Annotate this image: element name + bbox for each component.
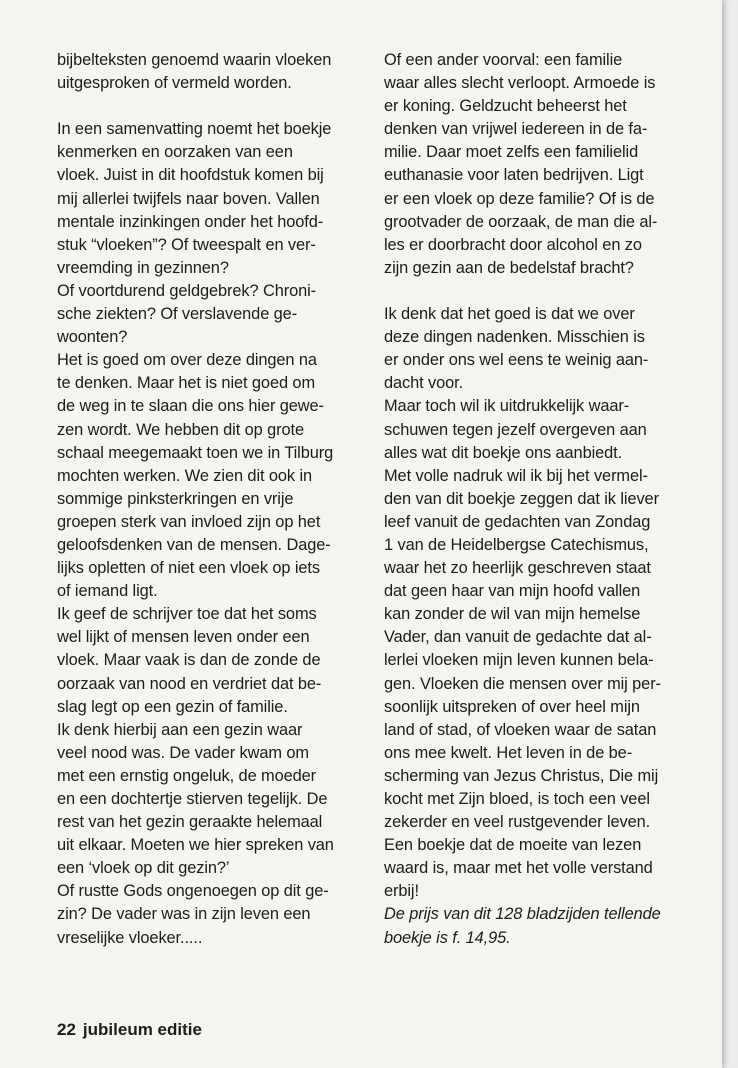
text-line: zijn gezin aan de bedelstaf bracht? (384, 258, 634, 277)
right-text-column (384, 49, 704, 950)
text-line: scherming van Jezus Christus, Die mij (384, 766, 659, 785)
paragraph-gap (57, 95, 369, 118)
text-line: geloofsdenken van de mensen. Dage- (57, 535, 331, 554)
text-line: Het is goed om over deze dingen na (57, 351, 317, 370)
paragraph-gap (384, 280, 704, 303)
text-line: deze dingen nadenken. Misschien is (384, 328, 645, 347)
left-text-column (57, 49, 369, 950)
text-line: gen. Vloeken die mensen over mij per- (384, 674, 661, 693)
text-line: dat geen haar van mijn hoofd vallen (384, 582, 641, 601)
text-line: Ik denk hierbij aan een gezin waar (57, 720, 303, 739)
text-line: schaal meegemaakt toen we in Tilburg (57, 443, 334, 462)
text-line: bijbelteksten genoemd waarin vloeken (57, 51, 332, 69)
text-line: Of rustte Gods ongenoegen op dit ge- (57, 882, 329, 901)
text-line: soonlijk uitspreken of over heel mijn (384, 697, 640, 716)
text-line: land of stad, of vloeken waar de satan (384, 720, 657, 739)
text-line: kocht met Zijn bloed, is toch een veel (384, 790, 650, 808)
text-line: In een samenvatting noemt het boekje (57, 120, 332, 139)
text-line: lerlei vloeken mijn leven kunnen bela- (384, 651, 654, 670)
text-line: De prijs van dit 128 bladzijden tellende (384, 905, 661, 924)
text-line: met een ernstig ongeluk, de moeder (57, 766, 317, 785)
text-line: les er doorbracht door alcohol en zo (384, 235, 642, 254)
text-line: kenmerken en oorzaken van een (57, 143, 293, 162)
text-line: waar het zo heerlijk geschreven staat (384, 559, 651, 578)
text-line: grootvader de oorzaak, de man die al- (384, 212, 658, 231)
text-line: mochten werken. We zien dit ook in (57, 466, 313, 485)
text-line: Of een ander voorval: een familie (384, 51, 623, 69)
text-line: er onder ons wel eens te weinig aan- (384, 351, 649, 370)
text-line: een ‘vloek op dit gezin?’ (57, 859, 230, 878)
text-line: lijks opletten of niet een vloek op iets (57, 559, 320, 578)
page-footer (57, 1020, 202, 1040)
text-line: mentale inzinkingen onder het hoofd- (57, 212, 324, 231)
text-line: zekerder en veel rustgevender leven. (384, 813, 651, 832)
text-line: en een dochtertje stierven tegelijk. De (57, 790, 328, 808)
text-line: vloek. Maar vaak is dan de zonde de (57, 651, 321, 670)
text-line: te denken. Maar het is niet goed om (57, 374, 315, 393)
text-line: sche ziekten? Of verslavende ge- (57, 305, 298, 324)
text-line: zen wordt. We hebben dit op grote (57, 420, 304, 439)
text-line: uit elkaar. Moeten we hier spreken van (57, 836, 334, 855)
text-line: de weg in te slaan die ons hier gewe- (57, 397, 324, 416)
text-line: vloek. Juist in dit hoofdstuk komen bij (57, 166, 324, 185)
text-line: boekje is f. 14,95. (384, 928, 511, 947)
text-line: woonten? (57, 328, 128, 347)
text-line: of iemand ligt. (57, 582, 158, 601)
text-line: euthanasie voor laten bedrijven. Ligt (384, 166, 644, 185)
text-line: veel nood was. De vader kwam om (57, 743, 309, 762)
text-line: sommige pinksterkringen en vrije (57, 489, 294, 508)
text-line: waar alles slecht verloopt. Armoede is (384, 74, 656, 93)
text-line: zin? De vader was in zijn leven een (57, 905, 311, 924)
text-line: er een vloek op deze familie? Of is de (384, 189, 655, 208)
text-line: rest van het gezin geraakte helemaal (57, 813, 323, 832)
text-line: stuk “vloeken”? Of tweespalt en ver- (57, 235, 316, 254)
text-line: waard is, maar met het volle verstand (384, 859, 653, 878)
text-line: Ik denk dat het goed is dat we over (384, 305, 635, 324)
text-line: 1 van de Heidelbergse Catechismus, (384, 535, 649, 554)
text-line: vreemding in gezinnen? (57, 258, 229, 277)
text-line: groepen sterk van invloed zijn op het (57, 512, 321, 531)
text-line: Of voortdurend geldgebrek? Chroni- (57, 281, 317, 300)
text-line: denken van vrijwel iedereen in de fa- (384, 120, 648, 139)
text-line: Een boekje dat de moeite van lezen (384, 836, 642, 855)
text-line: slag legt op een gezin of familie. (57, 697, 288, 716)
text-line: Met volle nadruk wil ik bij het vermel- (384, 466, 648, 485)
text-line: alles wat dit boekje ons aanbiedt. (384, 443, 623, 462)
text-line: er koning. Geldzucht beheerst het (384, 97, 627, 116)
text-line: mij allerlei twijfels naar boven. Vallen (57, 189, 320, 208)
text-line: wel lijkt of mensen leven onder een (57, 628, 310, 647)
text-line: oorzaak van nood en verdriet dat be- (57, 674, 322, 693)
text-line: den van dit boekje zeggen dat ik liever (384, 489, 659, 508)
text-line: erbij! (384, 882, 419, 901)
text-line: vreselijke vloeker..... (57, 928, 203, 947)
text-line: dacht voor. (384, 374, 464, 393)
text-line: uitgesproken of vermeld worden. (57, 74, 292, 93)
text-line: Vader, dan vanuit de gedachte dat al- (384, 628, 652, 647)
text-line: schuwen tegen jezelf overgeven aan (384, 420, 647, 439)
text-line: ons mee kwelt. Het leven in de be- (384, 743, 633, 762)
text-line: leef vanuit de gedachten van Zondag (384, 512, 651, 531)
text-line: milie. Daar moet zelfs een familielid (384, 143, 639, 162)
text-line: Ik geef de schrijver toe dat het soms (57, 605, 317, 624)
text-line: Maar toch wil ik uitdrukkelijk waar- (384, 397, 630, 416)
publication-label: jubileum editie (82, 1020, 202, 1039)
page-number: 22 (57, 1020, 76, 1039)
text-line: kan zonder de wil van mijn hemelse (384, 605, 641, 624)
